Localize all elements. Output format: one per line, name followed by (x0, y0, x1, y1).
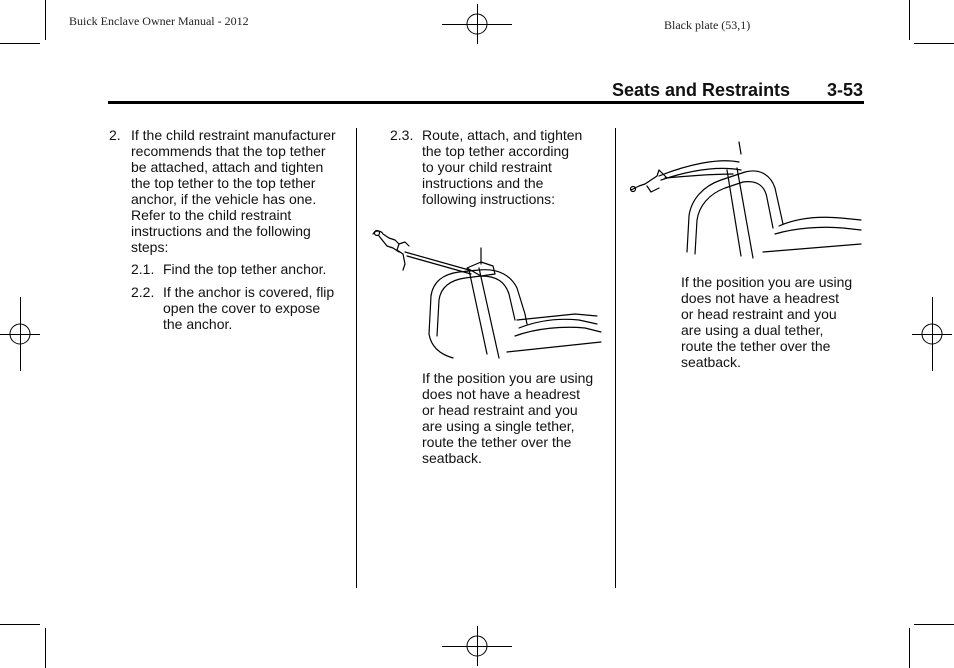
header-rule (108, 101, 864, 104)
registration-target-bottom (437, 626, 517, 666)
step-number: 2.3. (390, 127, 414, 143)
step-text: If the child restraint manufacturer recommends that the top tether be attached, attach and tighten the top tether to the top tether anchor, if the vehicle has one. Refer to the child restraint instructions and the following steps: (131, 127, 336, 255)
section-title: Seats and Restraints (612, 80, 791, 100)
step-text: If the anchor is covered, flip open the cover to expose the anchor. (163, 284, 335, 332)
single-tether-caption: If the position you are using does not have a headrest or head restraint and you are using a single tether, route the tether over the seatback. (422, 370, 594, 466)
column-divider-2 (615, 128, 616, 588)
step-number: 2. (109, 127, 121, 143)
step-2-2 (131, 284, 351, 332)
plate-label: Black plate (53,1) (664, 18, 751, 32)
column-divider-1 (356, 128, 357, 588)
step-text: Find the top tether anchor. (163, 261, 327, 277)
step-2 (109, 127, 354, 255)
step-2-1 (131, 261, 351, 277)
dual-tether-caption: If the position you are using does not have a headrest or head restraint and you are using a dual tether, route the tether over the seatback. (681, 274, 853, 370)
step-2-3 (390, 127, 610, 207)
registration-target-right (912, 297, 952, 371)
step-number: 2.2. (131, 284, 155, 300)
dual-tether-illustration (629, 140, 861, 258)
page-number: 3-53 (827, 80, 864, 100)
single-tether-illustration (369, 224, 601, 360)
step-number: 2.1. (131, 261, 155, 277)
registration-target-top (437, 4, 517, 44)
registration-target-left (0, 297, 40, 371)
manual-title: Buick Enclave Owner Manual - 2012 (69, 14, 249, 28)
step-text: Route, attach, and tighten the top tether according to your child restraint instructions and the following instructions: (422, 127, 583, 207)
